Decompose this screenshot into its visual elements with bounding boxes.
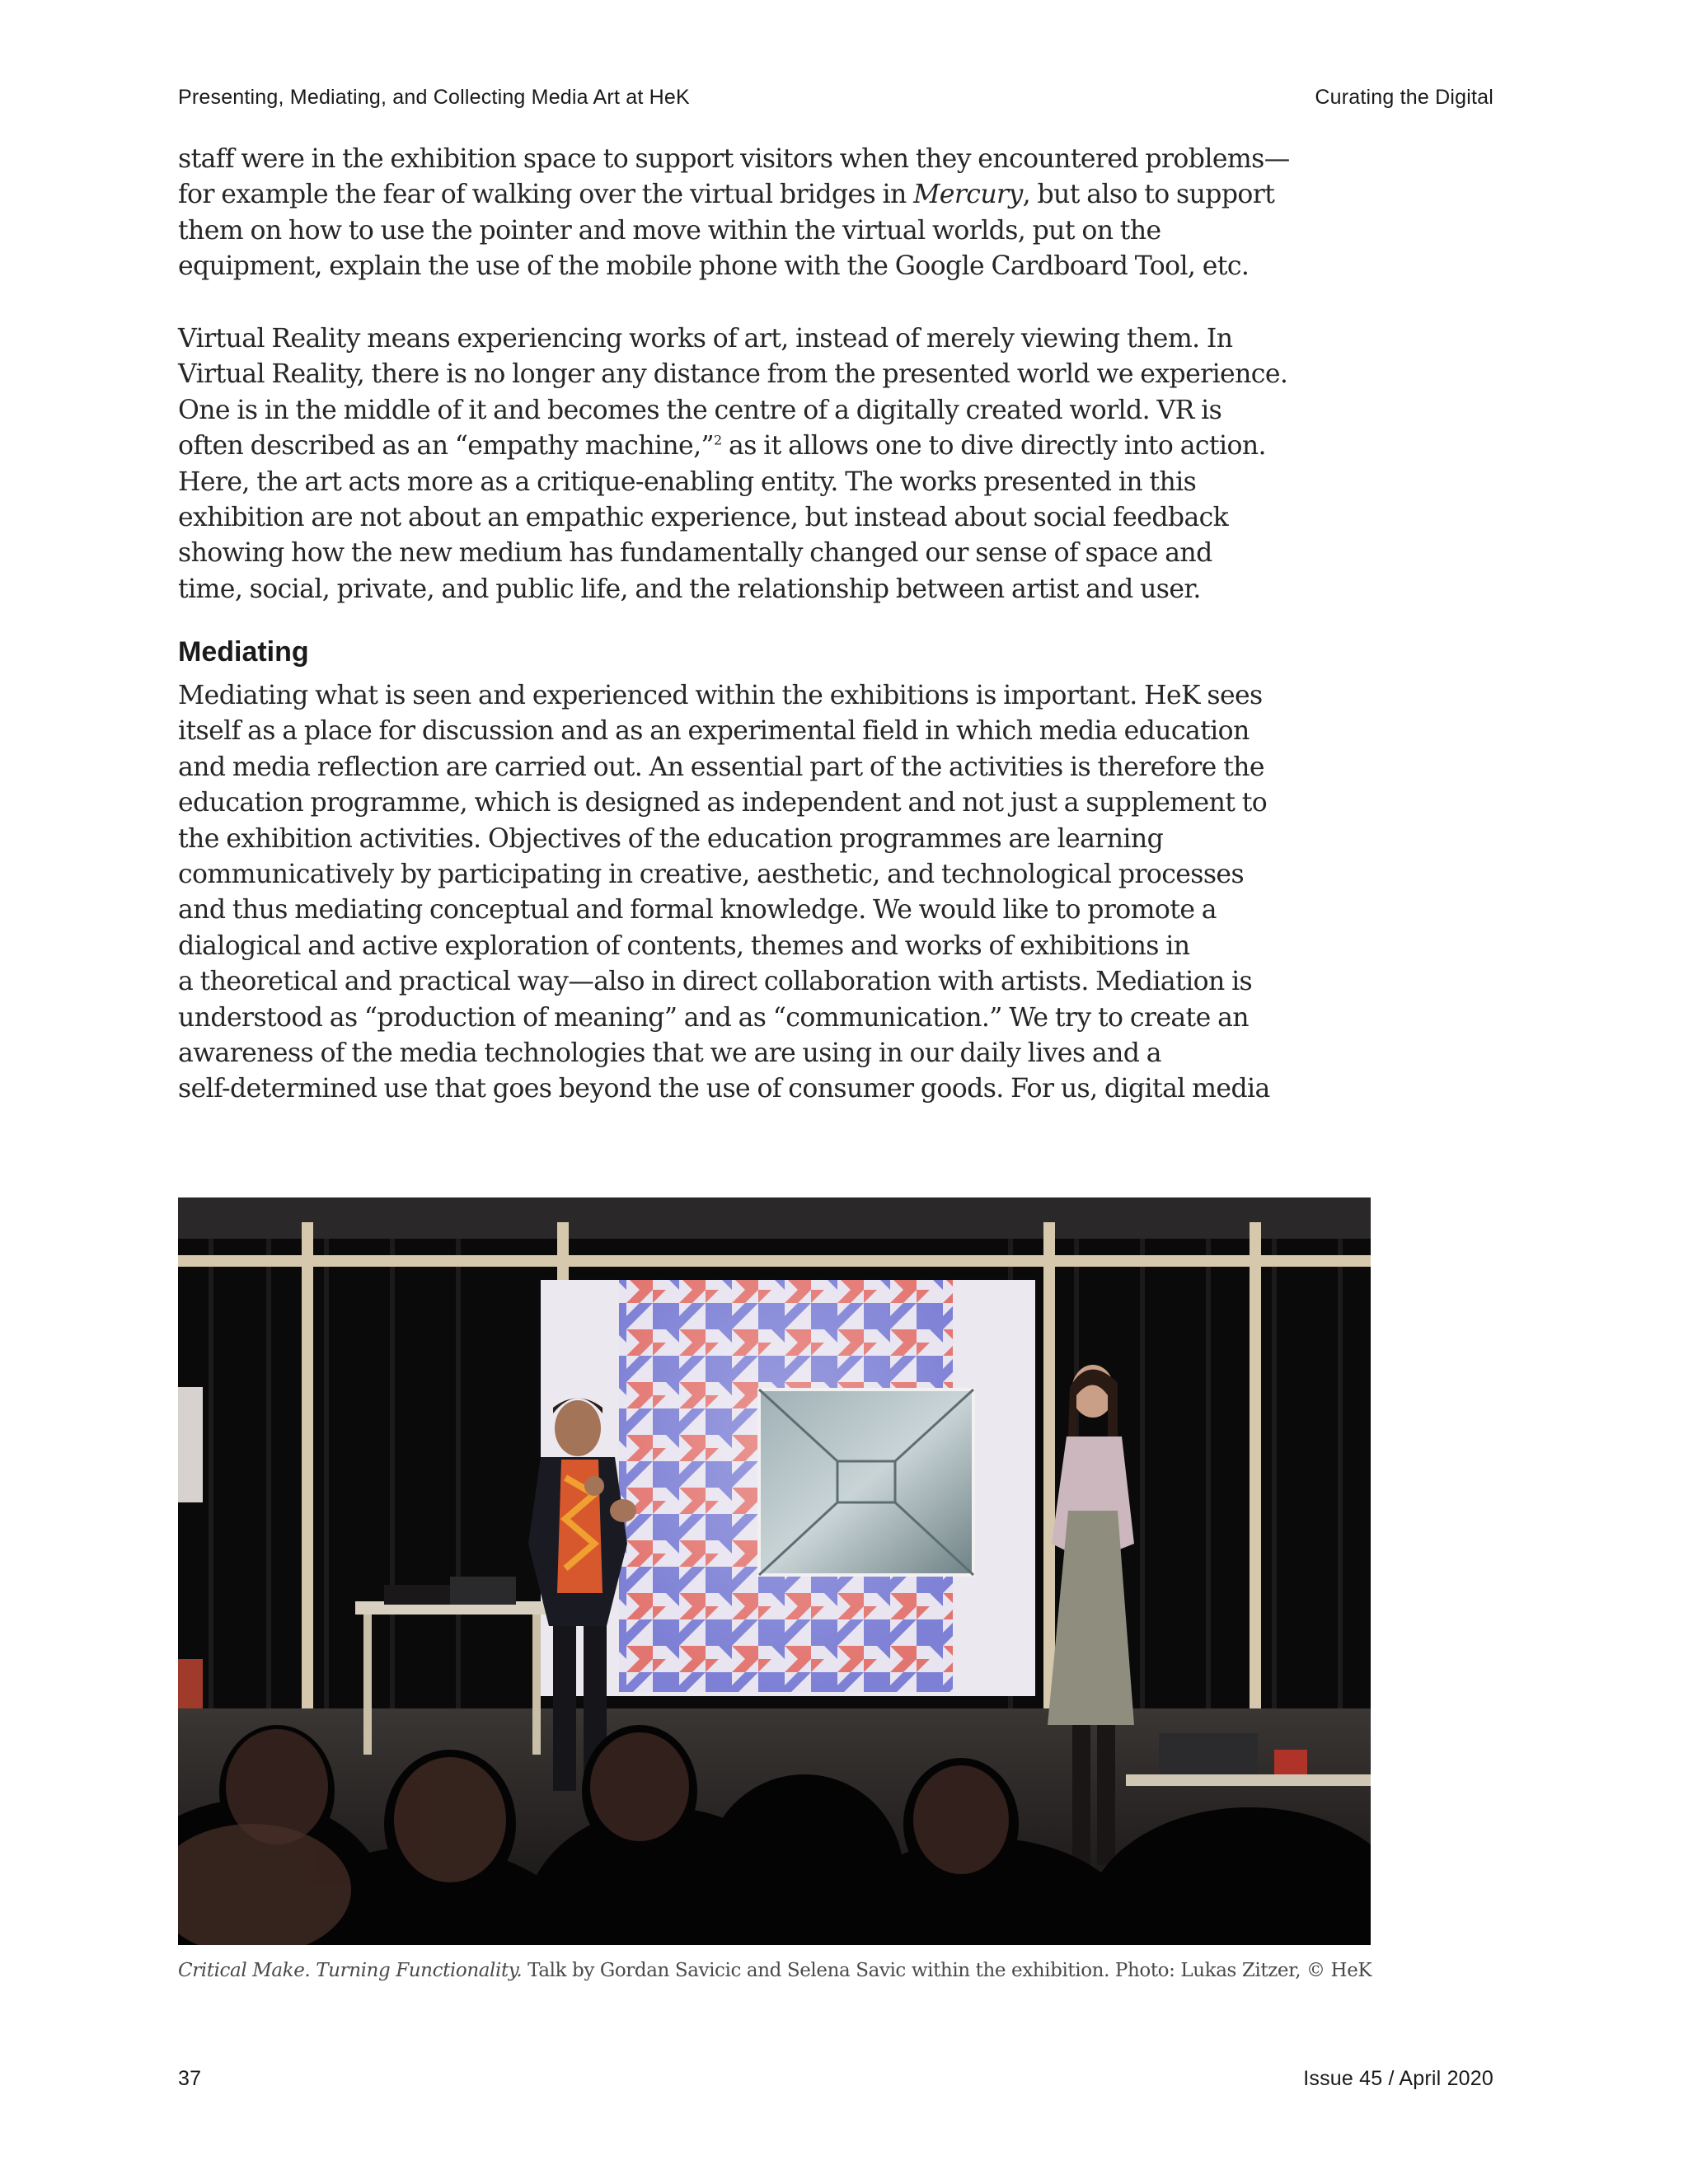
text-run: for example the fear of walking over the virtual bridges in — [178, 180, 914, 210]
running-header-section: Curating the Digital — [1315, 86, 1493, 109]
text-line: communicatively by participating in creative, aesthetic, and technological processes — [178, 860, 1245, 890]
text-line: education programme, which is designed as independent and not just a supplement to — [178, 788, 1268, 818]
issue-date: Issue 45 / April 2020 — [1303, 2067, 1493, 2090]
text-line — [178, 177, 1275, 213]
section-heading: Mediating — [178, 636, 309, 668]
text-line: One is in the middle of it and becomes the centre of a digitally created world. VR is — [178, 395, 1222, 425]
text-run: , but also to support — [1022, 180, 1275, 210]
text-line: showing how the new medium has fundamentally changed our sense of space and — [178, 538, 1212, 569]
text-line: awareness of the media technologies that we are using in our daily lives and a — [178, 1038, 1161, 1069]
text-line: and media reflection are carried out. An essential part of the activities is therefore the — [178, 752, 1264, 782]
text-run: often described as an “empathy machine,” — [178, 431, 715, 462]
photo-caption — [178, 1960, 1372, 1981]
text-line: self-determined use that goes beyond the use of consumer goods. For us, digital media — [178, 1074, 1270, 1104]
caption-title: Critical Make. Turning Functionality. — [178, 1960, 523, 1981]
paragraph-3 — [178, 678, 1270, 1108]
text-line: Virtual Reality means experiencing works of art, instead of merely viewing them. In — [178, 324, 1233, 354]
text-line: time, social, private, and public life, and the relationship between artist and user. — [178, 574, 1201, 604]
footnote-reference: 2 — [714, 432, 722, 448]
text-line: Here, the art acts more as a critique-enabling entity. The works presented in this — [178, 466, 1197, 497]
caption-text: Talk by Gordan Savicic and Selena Savic within the exhibition. Photo: Lukas Zitzer, © HeK — [522, 1960, 1372, 1981]
page-number: 37 — [178, 2067, 202, 2090]
text-line: itself as a place for discussion and as an experimental field in which media education — [178, 716, 1250, 747]
text-line: a theoretical and practical way—also in direct collaboration with artists. Mediation is — [178, 967, 1253, 997]
event-photo-illustration — [178, 1197, 1371, 1945]
text-line: the exhibition activities. Objectives of the education programmes are learning — [178, 823, 1164, 854]
text-line: equipment, explain the use of the mobile phone with the Google Cardboard Tool, etc. — [178, 251, 1250, 282]
text-line: and thus mediating conceptual and formal knowledge. We would like to promote a — [178, 895, 1217, 926]
paragraph-1 — [178, 142, 1290, 285]
text-line: them on how to use the pointer and move within the virtual worlds, put on the — [178, 215, 1161, 246]
text-line: staff were in the exhibition space to support visitors when they encountered problems— — [178, 144, 1290, 174]
text-line — [178, 429, 1266, 464]
text-line: understood as “production of meaning” and as “communication.” We try to create an — [178, 1002, 1249, 1033]
text-line: Mediating what is seen and experienced within the exhibitions is important. HeK sees — [178, 681, 1263, 710]
text-line: Virtual Reality, there is no longer any distance from the presented world we experience. — [178, 359, 1288, 390]
text-line: dialogical and active exploration of contents, themes and works of exhibitions in — [178, 930, 1190, 961]
paragraph-2 — [178, 321, 1288, 607]
text-line: exhibition are not about an empathic experience, but instead about social feedback — [178, 503, 1229, 533]
text-run: as it allows one to dive directly into action. — [721, 431, 1266, 462]
running-header-title: Presenting, Mediating, and Collecting Media Art at HeK — [178, 86, 690, 109]
artwork-title: Mercury — [913, 180, 1023, 210]
event-photo — [178, 1197, 1371, 1945]
